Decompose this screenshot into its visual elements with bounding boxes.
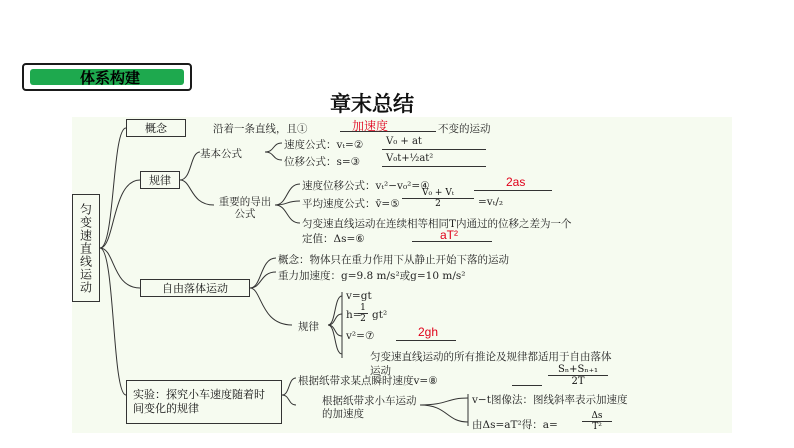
concept-text-pre: 沿着一条直线，且① [213, 123, 308, 135]
derived-formula-label: 重要的导出公式 [218, 196, 272, 220]
freefall-note-line2: 运动 [370, 365, 391, 377]
vd-answer: 2as [506, 175, 526, 189]
freefall-rule-label: 规律 [298, 321, 319, 333]
freefall-f2-den: 2 [360, 314, 366, 324]
freefall-f3: v²=⑦ [346, 330, 375, 342]
concept-text-post: 不变的运动 [438, 123, 491, 135]
freefall-f2-num: 1 [358, 303, 368, 314]
diff-line2: 定值：Δs=⑥ [302, 233, 365, 245]
accel-label: 根据纸带求小车运动的加速度 [322, 395, 417, 420]
section-tab [22, 63, 192, 91]
displacement-blank [382, 166, 486, 167]
instant-numerator: Sₙ+Sₙ₊₁ [548, 364, 608, 376]
delta-method: 由Δs=aT²得：a= [472, 419, 558, 431]
avg-tail: =vₜ/₂ [478, 196, 504, 208]
section-tab-label: 体系构建 [79, 68, 140, 87]
instant-velocity-text: 根据纸带求某点瞬时速度v=⑧ [298, 375, 438, 387]
freefall-f3-blank [396, 340, 456, 341]
instant-fraction [548, 364, 608, 387]
concept-answer: 加速度 [352, 119, 389, 133]
velocity-blank [382, 149, 486, 150]
displacement-formula: 位移公式：s=③ [284, 156, 361, 168]
displacement-answer: V₀t+½at² [386, 153, 434, 164]
delta-fraction [582, 411, 612, 432]
freefall-f2-post: gt² [372, 309, 388, 321]
page-title: 章末总结 [330, 92, 414, 116]
avg-numerator: V₀ + Vₜ [402, 188, 474, 199]
avg-fraction [402, 188, 474, 209]
vd-blank [474, 190, 552, 191]
avg-denominator: 2 [435, 199, 441, 209]
avg-formula: 平均速度公式：v̄=⑤ [302, 198, 400, 210]
freefall-f2-pre: h= [346, 309, 362, 321]
delta-numerator: Δs [582, 411, 612, 422]
root-node: 匀变速直线运动 [72, 194, 100, 302]
rule-node: 规律 [140, 171, 180, 189]
freefall-f2-fraction [358, 303, 368, 324]
freefall-node: 自由落体运动 [140, 279, 250, 297]
freefall-concept: 概念：物体只在重力作用下从静止开始下落的运动 [278, 254, 509, 266]
freefall-f1: v=gt [346, 290, 372, 302]
instant-blank [512, 385, 542, 386]
freefall-gravity: 重力加速度：g=9.8 m/s²或g=10 m/s² [278, 270, 466, 282]
diff-line1: 匀变速直线运动在连续相等相同T内通过的位移之差为一个 [302, 218, 572, 230]
delta-denominator: T² [592, 422, 602, 432]
diff-answer: aT² [440, 228, 458, 242]
experiment-node: 实验：探究小车速度随着时间变化的规律 [126, 380, 282, 424]
vt-method: v−t图像法：图线斜率表示加速度 [472, 394, 628, 406]
freefall-note-line1: 匀变速直线运动的所有推论及规律都适用于自由落体 [370, 351, 612, 363]
concept-node: 概念 [126, 119, 186, 137]
velocity-answer: V₀ + at [386, 136, 422, 147]
velocity-formula: 速度公式：vₜ=② [284, 139, 364, 151]
freefall-f3-answer: 2gh [418, 325, 439, 339]
instant-denominator: 2T [571, 376, 585, 387]
vd-formula: 速度位移公式：vₜ²−v₀²=④ [302, 180, 430, 192]
basic-formula-label: 基本公式 [200, 148, 242, 160]
